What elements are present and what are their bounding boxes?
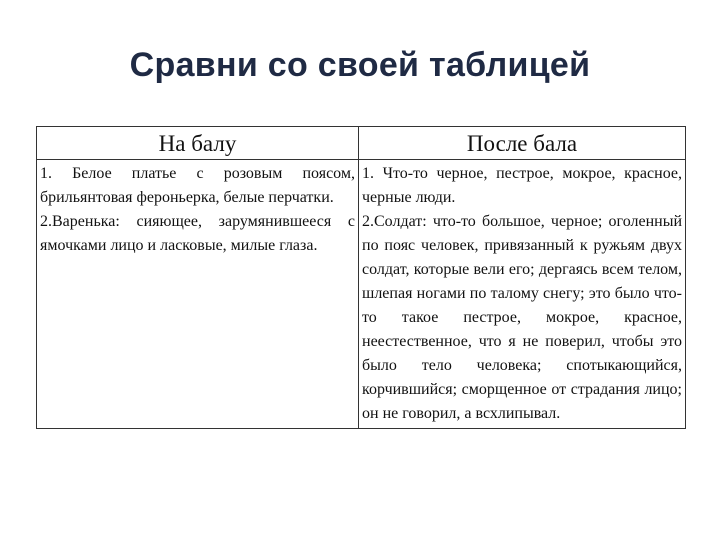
cell-after-ball (359, 160, 686, 429)
after-ball-entry-2: 2.Солдат: что-то большое, черное; оголенный по пояс человек, привязанный к ружьям двух солдат, которые вели его; дергаясь всем телом, шлепая ногами по талому снегу; это было что-то такое пестрое, мокрое, красное, неестественное, что я не поверил, чтобы это было тело человека; спотыкающийся, корчившийся; сморщенное от страдания лицо; он не говорил, а всхлипывал. (362, 213, 682, 422)
header-at-ball: На балу (37, 127, 359, 160)
cell-at-ball (37, 160, 359, 429)
table-body-row (37, 160, 686, 429)
header-after-ball: После бала (359, 127, 686, 160)
table-header-row (37, 127, 686, 160)
at-ball-entry-2: 2.Варенька: сияющее, зарумянившееся с ямочками лицо и ласковые, милые глаза. (40, 213, 355, 254)
slide-title: Сравни со своей таблицей (129, 46, 591, 84)
at-ball-entry-1: 1. Белое платье с розовым поясом, брильянтовая фероньерка, белые перчатки. (40, 165, 355, 206)
comparison-table (36, 126, 686, 429)
after-ball-entry-1: 1. Что-то черное, пестрое, мокрое, красное, черные люди. (362, 165, 682, 206)
